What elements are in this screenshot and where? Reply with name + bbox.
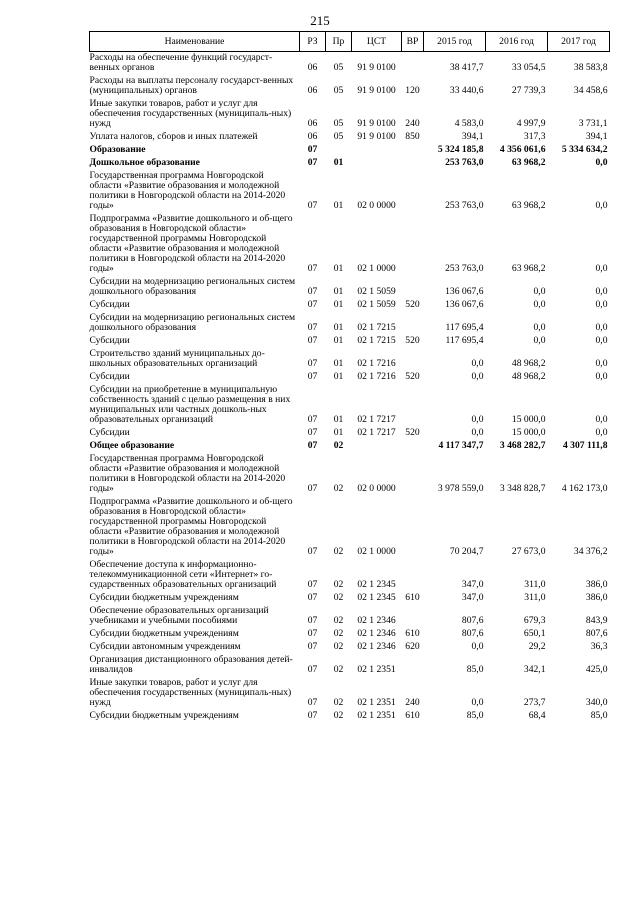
table-row — [90, 559, 610, 592]
row-pr: 01 — [333, 358, 344, 369]
row-name: Субсидии — [89, 427, 130, 438]
header-vr: ВР — [402, 32, 424, 52]
row-value-2015: 33 440,6 — [449, 85, 484, 96]
row-name: Обеспечение доступа к информационно-телекоммуникационной сети «Интернет» го-сударственных образовательных организаций — [89, 559, 277, 590]
row-cst: 02 1 5059 — [357, 299, 396, 310]
row-rz: 07 — [307, 322, 318, 333]
table-row — [90, 384, 610, 427]
row-value-2017: 394,1 — [585, 131, 608, 142]
row-vr: 610 — [405, 592, 420, 603]
row-pr: 02 — [333, 615, 344, 626]
table-row — [90, 710, 610, 723]
row-value-2016: 33 054,5 — [511, 62, 546, 73]
row-rz: 07 — [307, 358, 318, 369]
row-value-2016: 0,0 — [533, 286, 546, 297]
row-name: Субсидии — [89, 335, 130, 346]
row-value-2015: 117 695,4 — [445, 322, 484, 333]
row-value-2016: 311,0 — [524, 592, 546, 603]
row-vr: 610 — [405, 628, 420, 639]
row-vr: 520 — [405, 427, 420, 438]
row-pr: 02 — [333, 664, 344, 675]
table-header-row — [90, 32, 610, 52]
header-2016: 2016 год — [486, 32, 548, 52]
row-vr — [402, 144, 424, 157]
row-value-2017: 386,0 — [585, 592, 608, 603]
table-row — [90, 677, 610, 710]
row-value-2015: 3 978 559,0 — [437, 483, 484, 494]
row-value-2016: 3 348 828,7 — [499, 483, 546, 494]
row-value-2016: 27 673,0 — [511, 546, 546, 557]
row-pr: 02 — [333, 440, 344, 451]
row-cst: 91 9 0100 — [357, 62, 396, 73]
row-rz: 07 — [307, 483, 318, 494]
row-cst: 02 1 2351 — [357, 710, 396, 721]
row-cst: 91 9 0100 — [357, 118, 396, 129]
row-value-2015: 4 583,0 — [454, 118, 484, 129]
row-vr: 120 — [405, 85, 420, 96]
row-cst: 02 1 0000 — [357, 546, 396, 557]
row-name: Субсидии — [89, 371, 130, 382]
row-cst: 91 9 0100 — [357, 131, 396, 142]
row-cst: 02 1 2346 — [357, 641, 396, 652]
row-value-2017: 5 334 634,2 — [561, 144, 608, 155]
row-value-2017: 425,0 — [585, 664, 608, 675]
row-name: Субсидии бюджетным учреждениям — [89, 592, 239, 603]
row-value-2015: 4 117 347,7 — [438, 440, 484, 451]
row-value-2017: 85,0 — [590, 710, 608, 721]
row-pr: 02 — [333, 579, 344, 590]
row-value-2017: 0,0 — [595, 263, 608, 274]
row-rz: 07 — [307, 697, 318, 708]
row-vr — [402, 384, 424, 427]
header-pr: Пр — [326, 32, 352, 52]
row-name: Подпрограмма «Развитие дошкольного и об-щего образования в Новгородской области» государственной программы Новгородской области «Развитие образования и молодежной политики в Новгородской области на 2014-2020 годы» — [89, 213, 293, 274]
table-row — [90, 213, 610, 276]
row-rz: 07 — [307, 144, 318, 155]
row-value-2016: 63 968,2 — [511, 263, 546, 274]
row-value-2016: 4 997,9 — [516, 118, 546, 129]
row-value-2015: 253 763,0 — [445, 157, 484, 168]
row-name: Уплата налогов, сборов и иных платежей — [89, 131, 258, 142]
row-value-2015: 0,0 — [471, 427, 484, 438]
row-pr: 01 — [333, 200, 344, 211]
row-rz: 07 — [307, 414, 318, 425]
row-name: Расходы на выплаты персоналу государст-венных (муниципальных) органов — [89, 75, 294, 96]
row-cst: 02 1 0000 — [357, 263, 396, 274]
row-rz: 07 — [307, 615, 318, 626]
table-row — [90, 52, 610, 76]
row-rz: 07 — [307, 299, 318, 310]
row-value-2016: 63 968,2 — [511, 200, 546, 211]
row-cst: 02 1 7215 — [357, 335, 396, 346]
row-rz: 06 — [307, 62, 318, 73]
row-pr: 05 — [333, 62, 344, 73]
row-value-2016: 68,4 — [528, 710, 546, 721]
row-cst: 02 1 5059 — [357, 286, 396, 297]
table-row — [90, 592, 610, 605]
row-value-2017: 340,0 — [585, 697, 608, 708]
table-row — [90, 496, 610, 559]
row-cst: 02 1 7215 — [357, 322, 396, 333]
row-cst: 02 1 2345 — [357, 579, 396, 590]
row-value-2017: 0,0 — [595, 200, 608, 211]
row-value-2015: 253 763,0 — [445, 200, 484, 211]
row-rz: 06 — [307, 118, 318, 129]
table-row — [90, 453, 610, 496]
table-row — [90, 427, 610, 440]
row-value-2017: 0,0 — [595, 335, 608, 346]
row-name: Расходы на обеспечение функций государст-венных органов — [89, 52, 273, 73]
row-value-2015: 807,6 — [461, 628, 484, 639]
row-value-2017: 0,0 — [595, 286, 608, 297]
row-value-2016: 311,0 — [524, 579, 546, 590]
row-cst — [352, 440, 402, 453]
row-name: Подпрограмма «Развитие дошкольного и об-щего образования в Новгородской области» государственной программы Новгородской области «Развитие образования и молодежной политики в Новгородской области на 2014-2020 годы» — [89, 496, 293, 557]
row-pr: 02 — [333, 641, 344, 652]
table-row — [90, 371, 610, 384]
row-pr: 02 — [333, 546, 344, 557]
row-pr: 01 — [333, 157, 344, 168]
row-rz: 07 — [307, 641, 318, 652]
row-rz: 07 — [307, 263, 318, 274]
row-value-2016: 0,0 — [533, 299, 546, 310]
row-value-2016: 0,0 — [533, 322, 546, 333]
row-value-2017: 0,0 — [595, 299, 608, 310]
header-2017: 2017 год — [548, 32, 610, 52]
header-name: Наименование — [90, 32, 300, 52]
row-vr — [402, 496, 424, 559]
table-row — [90, 131, 610, 144]
row-rz: 07 — [307, 628, 318, 639]
row-rz: 06 — [307, 85, 318, 96]
row-vr — [402, 654, 424, 677]
row-value-2015: 5 324 185,8 — [437, 144, 484, 155]
row-vr: 240 — [405, 697, 420, 708]
row-value-2015: 0,0 — [471, 371, 484, 382]
row-cst: 02 1 2351 — [357, 697, 396, 708]
row-pr: 02 — [333, 710, 344, 721]
row-value-2017: 0,0 — [595, 414, 608, 425]
row-value-2017: 0,0 — [595, 157, 608, 168]
row-cst: 02 1 2346 — [357, 628, 396, 639]
row-value-2016: 342,1 — [523, 664, 546, 675]
row-rz: 07 — [307, 664, 318, 675]
row-vr — [402, 312, 424, 335]
row-rz: 07 — [307, 427, 318, 438]
row-value-2016: 48 968,2 — [511, 358, 546, 369]
row-pr: 01 — [333, 414, 344, 425]
row-cst — [352, 157, 402, 170]
row-value-2016: 0,0 — [533, 335, 546, 346]
row-value-2017: 0,0 — [595, 322, 608, 333]
row-cst: 02 0 0000 — [357, 483, 396, 494]
row-pr: 05 — [333, 118, 344, 129]
row-vr: 520 — [405, 335, 420, 346]
table-row — [90, 312, 610, 335]
row-vr — [402, 348, 424, 371]
row-vr — [402, 170, 424, 213]
row-cst: 02 0 0000 — [357, 200, 396, 211]
row-value-2016: 679,3 — [523, 615, 546, 626]
row-value-2016: 63 968,2 — [511, 157, 546, 168]
table-row — [90, 628, 610, 641]
row-value-2017: 36,3 — [590, 641, 608, 652]
row-pr: 02 — [333, 697, 344, 708]
row-rz: 07 — [307, 286, 318, 297]
table-row — [90, 98, 610, 131]
row-name: Субсидии — [89, 299, 130, 310]
row-vr — [402, 440, 424, 453]
row-name: Обеспечение образовательных организаций учебниками и учебными пособиями — [89, 605, 269, 626]
row-value-2017: 0,0 — [595, 427, 608, 438]
row-name: Организация дистанционного образования детей-инвалидов — [89, 654, 293, 675]
row-rz: 07 — [307, 592, 318, 603]
row-cst: 02 1 2345 — [357, 592, 396, 603]
row-value-2017: 34 376,2 — [573, 546, 608, 557]
row-vr — [402, 605, 424, 628]
row-cst: 02 1 2346 — [357, 615, 396, 626]
row-rz: 07 — [307, 579, 318, 590]
table-row — [90, 440, 610, 453]
table-row — [90, 170, 610, 213]
row-pr: 01 — [333, 286, 344, 297]
row-value-2016: 29,2 — [528, 641, 546, 652]
row-value-2015: 394,1 — [461, 131, 484, 142]
row-value-2015: 807,6 — [461, 615, 484, 626]
row-rz: 07 — [307, 710, 318, 721]
row-rz: 07 — [307, 200, 318, 211]
row-value-2016: 3 468 282,7 — [499, 440, 546, 451]
table-row — [90, 335, 610, 348]
row-pr: 02 — [333, 628, 344, 639]
header-cst: ЦСТ — [352, 32, 402, 52]
row-cst: 02 1 2351 — [357, 664, 396, 675]
page-number: 215 — [310, 13, 330, 28]
row-value-2017: 34 458,6 — [573, 85, 608, 96]
row-name: Субсидии на модернизацию региональных систем дошкольного образования — [89, 276, 296, 297]
row-name: Субсидии на модернизацию региональных систем дошкольного образования — [89, 312, 296, 333]
row-pr: 02 — [333, 592, 344, 603]
row-cst: 02 1 7216 — [357, 371, 396, 382]
row-value-2016: 317,3 — [523, 131, 546, 142]
table-row — [90, 276, 610, 299]
row-value-2016: 48 968,2 — [511, 371, 546, 382]
row-value-2015: 117 695,4 — [445, 335, 484, 346]
table-row — [90, 605, 610, 628]
row-pr: 01 — [333, 263, 344, 274]
row-name: Субсидии бюджетным учреждениям — [89, 628, 239, 639]
row-pr: 01 — [333, 299, 344, 310]
table-body — [90, 52, 610, 724]
row-value-2015: 0,0 — [471, 641, 484, 652]
header-2015: 2015 год — [424, 32, 486, 52]
row-vr — [402, 213, 424, 276]
row-value-2016: 4 356 061,6 — [499, 144, 546, 155]
row-value-2017: 4 307 111,8 — [562, 440, 608, 451]
row-vr — [402, 453, 424, 496]
row-name: Государственная программа Новгородской области «Развитие образования и молодежной политики в Новгородской области на 2014-2020 годы» — [89, 170, 286, 211]
row-value-2017: 0,0 — [595, 358, 608, 369]
row-value-2015: 0,0 — [471, 358, 484, 369]
row-value-2015: 347,0 — [461, 592, 484, 603]
row-value-2015: 0,0 — [471, 414, 484, 425]
row-value-2015: 136 067,6 — [445, 286, 484, 297]
row-value-2016: 27 739,3 — [511, 85, 546, 96]
row-name: Иные закупки товаров, работ и услуг для обеспечения государственных (муниципаль-ных) нужд — [89, 98, 292, 129]
row-name: Субсидии автономным учреждениям — [89, 641, 241, 652]
row-vr — [402, 157, 424, 170]
row-vr — [402, 559, 424, 592]
row-value-2017: 3 731,1 — [578, 118, 608, 129]
row-cst: 02 1 7216 — [357, 358, 396, 369]
table-row — [90, 144, 610, 157]
row-vr: 520 — [405, 299, 420, 310]
row-rz: 06 — [307, 131, 318, 142]
row-rz: 07 — [307, 546, 318, 557]
row-vr: 610 — [405, 710, 420, 721]
row-value-2017: 38 583,8 — [573, 62, 608, 73]
row-value-2015: 347,0 — [461, 579, 484, 590]
row-vr: 520 — [405, 371, 420, 382]
table-row — [90, 654, 610, 677]
row-value-2015: 38 417,7 — [449, 62, 484, 73]
row-name: Субсидии бюджетным учреждениям — [89, 710, 239, 721]
row-rz: 07 — [307, 335, 318, 346]
row-value-2017: 843,9 — [585, 615, 608, 626]
row-value-2015: 85,0 — [466, 710, 484, 721]
row-value-2017: 4 162 173,0 — [561, 483, 608, 494]
row-cst: 02 1 7217 — [357, 427, 396, 438]
row-value-2017: 386,0 — [585, 579, 608, 590]
table-row — [90, 299, 610, 312]
row-value-2016: 273,7 — [523, 697, 546, 708]
table-row — [90, 157, 610, 170]
table-row — [90, 75, 610, 98]
row-rz: 07 — [307, 371, 318, 382]
row-value-2015: 0,0 — [471, 697, 484, 708]
row-name: Дошкольное образование — [89, 157, 200, 168]
row-name: Общее образование — [89, 440, 175, 451]
row-vr: 240 — [405, 118, 420, 129]
row-name: Иные закупки товаров, работ и услуг для обеспечения государственных (муниципаль-ных) нужд — [89, 677, 292, 708]
row-value-2015: 136 067,6 — [445, 299, 484, 310]
row-pr: 01 — [333, 335, 344, 346]
row-vr: 620 — [405, 641, 420, 652]
table-row — [90, 641, 610, 654]
row-vr — [402, 276, 424, 299]
row-vr — [402, 52, 424, 76]
row-pr: 05 — [333, 85, 344, 96]
row-rz: 07 — [307, 440, 318, 451]
row-value-2015: 253 763,0 — [445, 263, 484, 274]
row-name: Государственная программа Новгородской области «Развитие образования и молодежной политики в Новгородской области на 2014-2020 годы» — [89, 453, 286, 494]
row-pr: 01 — [333, 427, 344, 438]
row-value-2016: 650,1 — [523, 628, 546, 639]
row-pr: 01 — [333, 322, 344, 333]
row-cst — [352, 144, 402, 157]
row-value-2015: 70 204,7 — [449, 546, 484, 557]
budget-table — [89, 31, 610, 723]
row-name: Образование — [89, 144, 146, 155]
row-pr: 02 — [333, 483, 344, 494]
row-value-2016: 15 000,0 — [511, 414, 546, 425]
header-rz: РЗ — [300, 32, 326, 52]
row-vr: 850 — [405, 131, 420, 142]
row-name: Субсидии на приобретение в муниципальную собственность зданий с целью размещения в них муниципальных или частных дошколь-ных образовательных организаций — [89, 384, 291, 425]
table-row — [90, 348, 610, 371]
row-pr — [326, 144, 352, 157]
row-name: Строительство зданий муниципальных до-школьных образовательных организаций — [89, 348, 265, 369]
row-pr: 05 — [333, 131, 344, 142]
row-cst: 91 9 0100 — [357, 85, 396, 96]
row-value-2017: 0,0 — [595, 371, 608, 382]
row-cst: 02 1 7217 — [357, 414, 396, 425]
row-value-2015: 85,0 — [466, 664, 484, 675]
row-value-2017: 807,6 — [585, 628, 608, 639]
row-rz: 07 — [307, 157, 318, 168]
row-pr: 01 — [333, 371, 344, 382]
row-value-2016: 15 000,0 — [511, 427, 546, 438]
